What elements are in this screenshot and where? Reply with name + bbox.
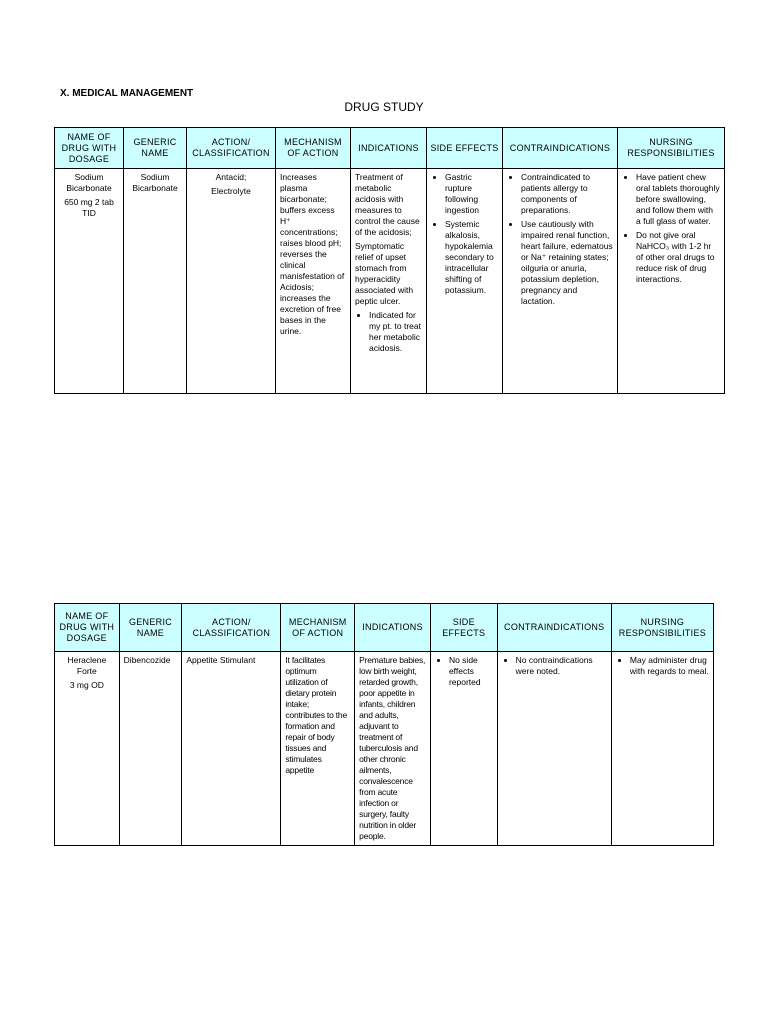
cell-action: Appetite Stimulant	[182, 652, 281, 846]
cell-generic-name: Sodium Bicarbonate	[124, 169, 187, 394]
cell-side-effects	[430, 652, 497, 846]
drug-study-table-1	[54, 127, 725, 394]
cell-mechanism: It facilitates optimum utilization of dietary protein intake; contributes to the formation and repair of body tissues and stimulates appetite	[281, 652, 355, 846]
cell-contraindications	[497, 652, 611, 846]
cell-drug-name	[55, 169, 124, 394]
contraindications-list	[507, 172, 613, 307]
list-item: • No contraindications were noted.	[516, 655, 607, 677]
drug-name: Heraclene Forte	[67, 655, 107, 676]
cell-contraindications	[503, 169, 618, 394]
document-title-text: DRUG STUDY	[344, 100, 424, 114]
cell-side-effects	[427, 169, 503, 394]
header-nursing: NURSING RESPONSIBILITIES	[618, 128, 725, 169]
indication-bullets	[355, 310, 422, 354]
cell-drug-name	[55, 652, 120, 846]
list-item: • Systemic alkalosis, hypokalemia secondary to intracellular shifting of potassium.	[445, 219, 498, 296]
drug-dosage: 650 mg 2 tab TID	[64, 197, 114, 218]
cell-action	[187, 169, 276, 394]
list-item: • Indicated for my pt. to treat her metabolic acidosis.	[369, 310, 422, 354]
contraindications-list	[502, 655, 607, 677]
table-header-row	[55, 128, 725, 169]
header-name-dosage: NAME OF DRUG WITH DOSAGE	[55, 128, 124, 169]
list-item: • Do not give oral NaHCO₃ with 1-2 hr of other oral drugs to reduce risk of drug interactions.	[636, 230, 720, 285]
table-row	[55, 169, 725, 394]
table-row	[55, 652, 714, 846]
list-item: • Have patient chew oral tablets thoroughly before swallowing, and follow them with a full glass of water.	[636, 172, 720, 227]
header-indications: INDICATIONS	[355, 604, 431, 652]
indication-paragraph-1: Treatment of metabolic acidosis with measures to control the cause of the acidosis;	[355, 172, 420, 237]
action-line-2: Electrolyte	[211, 186, 251, 196]
section-heading: X. MEDICAL MANAGEMENT	[60, 88, 194, 99]
list-item: • Use cautiously with impaired renal function, heart failure, edematous or Na⁺ retaining states; oilguria or anuria, potassium depletion, pregnancy and lactation.	[521, 219, 613, 307]
header-action-classification: ACTION/ CLASSIFICATION	[187, 128, 276, 169]
indication-paragraph-2: Symptomatic relief of upset stomach from hyperacidity associated with peptic ulcer.	[355, 241, 414, 306]
header-contraindications: CONTRAINDICATIONS	[503, 128, 618, 169]
cell-nursing	[618, 169, 725, 394]
list-item: • No side effects reported	[449, 655, 493, 688]
header-name-dosage: NAME OF DRUG WITH DOSAGE	[55, 604, 120, 652]
cell-indications: Premature babies, low birth weight, retarded growth, poor appetite in infants, children and adults, adjuvant to treatment of tuberculosis and other chronic ailments, convalescence from acute infection or surgery, faulty nutrition in older people.	[355, 652, 431, 846]
header-mechanism: MECHANISM OF ACTION	[276, 128, 351, 169]
list-item: • Contraindicated to patients allergy to components of preparations.	[521, 172, 613, 216]
nursing-list	[622, 172, 720, 285]
header-action-classification: ACTION/ CLASSIFICATION	[182, 604, 281, 652]
drug-dosage: 3 mg OD	[69, 680, 104, 690]
cell-generic-name: Dibencozide	[119, 652, 182, 846]
list-item: • May administer drug with regards to meal.	[630, 655, 709, 677]
header-indications: INDICATIONS	[351, 128, 427, 169]
header-contraindications: CONTRAINDICATIONS	[497, 604, 611, 652]
header-generic-name: GENERIC NAME	[119, 604, 182, 652]
cell-indications	[351, 169, 427, 394]
side-effects-list	[435, 655, 493, 688]
header-side-effects: SIDE EFFECTS	[427, 128, 503, 169]
list-item: • Gastric rupture following ingestion	[445, 172, 498, 216]
side-effects-list	[431, 172, 498, 296]
header-nursing: NURSING RESPONSIBILITIES	[611, 604, 713, 652]
action-line-1: Antacid;	[215, 172, 247, 182]
header-generic-name: GENERIC NAME	[124, 128, 187, 169]
drug-study-table-2	[54, 603, 714, 846]
cell-nursing	[611, 652, 713, 846]
drug-name: Sodium Bicarbonate	[66, 172, 112, 193]
cell-mechanism: Increases plasma bicarbonate; buffers excess H⁺ concentrations; raises blood pH; reverses the clinical manisfestation of Acidosis; increases the excretion of free bases in the urine.	[276, 169, 351, 394]
table-header-row	[55, 604, 714, 652]
document-title	[0, 100, 768, 114]
nursing-list	[616, 655, 709, 677]
header-side-effects: SIDE EFFECTS	[430, 604, 497, 652]
header-mechanism: MECHANISM OF ACTION	[281, 604, 355, 652]
